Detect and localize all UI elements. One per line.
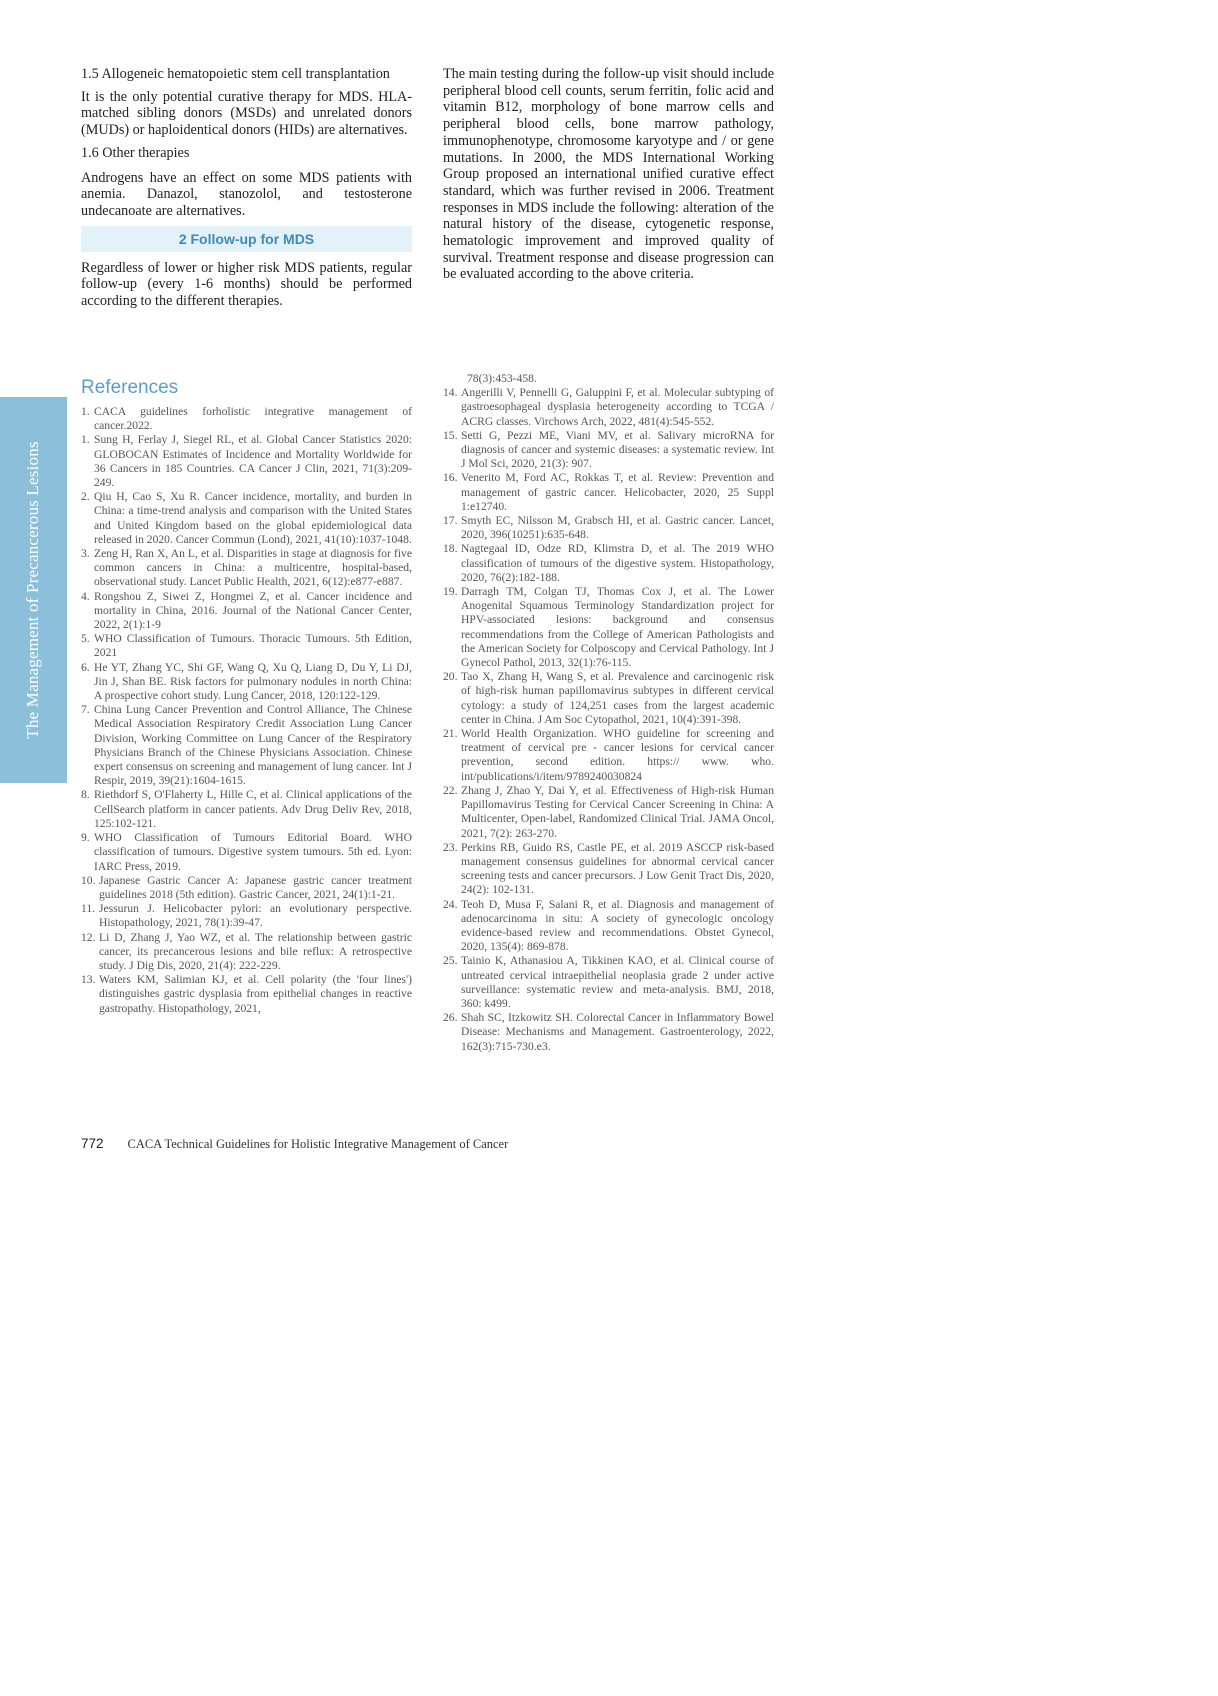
reference-text: Rongshou Z, Siwei Z, Hongmei Z, et al. Cancer incidence and mortality in China, 2016. Journal of the National Cancer Center, 2022, 2(1):1-9	[94, 589, 412, 632]
paragraph-other-therapies: Androgens have an effect on some MDS patients with anemia. Danazol, stanozolol, and testosterone undecanoate are alternatives.	[81, 169, 412, 219]
reference-number: 20.	[443, 670, 458, 684]
reference-number: 23.	[443, 840, 458, 854]
reference-item	[81, 490, 412, 547]
references-right-list	[443, 372, 774, 1054]
reference-number: 7.	[81, 703, 90, 717]
reference-item	[443, 841, 774, 898]
reference-text: Tainio K, Athanasiou A, Tikkinen KAO, et al. Clinical course of untreated cervical intraepithelial neoplasia grade 2 under active surveillance: systematic review and meta-analysis. BMJ, 2018, 360: k499.	[461, 954, 774, 1010]
reference-text: Nagtegaal ID, Odze RD, Klimstra D, et al. The 2019 WHO classification of tumours of the digestive system. Histopathology, 2020, 76(2):182-188.	[461, 542, 774, 584]
reference-number: 25.	[443, 954, 458, 968]
reference-number: 6.	[81, 660, 90, 674]
reference-text: Zeng H, Ran X, An L, et al. Disparities in stage at diagnosis for five common cancers in China: a multicentre, hospital-based, observational study. Lancet Public Health, 2021, 6(12):e877-e887.	[94, 547, 412, 589]
reference-text: Sung H, Ferlay J, Siegel RL, et al. Global Cancer Statistics 2020: GLOBOCAN Estimates of Incidence and Mortality Worldwide for 36 Cancers in 185 Countries. CA Cancer J Clin, 2021, 71(3):209-249.	[94, 433, 412, 490]
section-heading-follow-up: 2 Follow-up for MDS	[81, 226, 412, 252]
reference-text: He YT, Zhang YC, Shi GF, Wang Q, Xu Q, Liang D, Du Y, Li DJ, Jin J, Shan BE. Risk factors for pulmonary nodules in north China: A prospective cohort study. Lung Cancer, 2018, 120:122-129.	[94, 660, 412, 703]
page-footer	[81, 1136, 508, 1152]
reference-item	[81, 831, 412, 874]
reference-number: 24.	[443, 897, 458, 911]
reference-number: 1.	[81, 405, 90, 418]
section-heading-allogeneic: 1.5 Allogeneic hematopoietic stem cell transplantation	[81, 66, 390, 82]
reference-item	[443, 542, 774, 585]
reference-text: Tao X, Zhang H, Wang S, et al. Prevalence and carcinogenic risk of high-risk human papillomavirus subtypes in different cervical cytology: a study of 124,251 cases from the largest academic center in China. J Am Soc Cytopathol, 2021, 10(4):391-398.	[461, 670, 774, 726]
paragraph-follow-up: Regardless of lower or higher risk MDS patients, regular follow-up (every 1-6 months) should be performed according to the different therapies.	[81, 259, 412, 310]
reference-item	[81, 788, 412, 831]
reference-text: Setti G, Pezzi ME, Viani MV, et al. Salivary microRNA for diagnosis of cancer and systemic diseases: a systematic review. Int J Mol Sci, 2020, 21(3): 907.	[461, 428, 774, 471]
reference-number: 13.	[81, 973, 96, 987]
reference-text: Qiu H, Cao S, Xu R. Cancer incidence, mortality, and burden in China: a time-trend analysis and comparison with the United States and United Kingdom based on the global epidemiological data released in 2020. Cancer Commun (Lond), 2021, 41(10):1037-1048.	[94, 490, 412, 546]
page-number: 772	[81, 1136, 104, 1151]
reference-number: 16.	[443, 471, 458, 485]
paragraph-allogeneic: It is the only potential curative therapy for MDS. HLA-matched sibling donors (MSDs) and unrelated donors (MUDs) or haploidentical donors (HIDs) are alternatives.	[81, 88, 412, 139]
reference-text: Li D, Zhang J, Yao WZ, et al. The relationship between gastric cancer, its precancerous lesions and bile reflux: A retrospective study. J Dig Dis, 2020, 21(4): 222-229.	[99, 930, 412, 972]
reference-number: 17.	[443, 514, 458, 528]
reference-item	[81, 902, 412, 930]
reference-item	[443, 727, 774, 784]
reference-item	[443, 954, 774, 1011]
reference-item	[81, 405, 412, 433]
reference-text: CACA guidelines forholistic integrative management of cancer.2022.	[94, 405, 412, 433]
reference-text: Venerito M, Ford AC, Rokkas T, et al. Review: Prevention and management of gastric cancer. Helicobacter, 2020, 25 Suppl 1:e12740.	[461, 471, 774, 513]
reference-text: Perkins RB, Guido RS, Castle PE, et al. 2019 ASCCP risk-based management consensus guidelines for abnormal cervical cancer screening tests and cancer precursors. J Low Genit Tract Dis, 2020, 24(2): 102-131.	[461, 840, 774, 897]
reference-item	[81, 632, 412, 660]
reference-text: Japanese Gastric Cancer A: Japanese gastric cancer treatment guidelines 2018 (5th edition). Gastric Cancer, 2021, 24(1):1-21.	[99, 873, 412, 901]
reference-number: 2.	[81, 490, 90, 504]
reference-text: Zhang J, Zhao Y, Dai Y, et al. Effectiveness of High-risk Human Papillomavirus Testing for Cervical Cancer Screening in China: A Multicenter, Open-label, Randomized Clinical Trial. JAMA Oncol, 2021, 7(2): 263-270.	[461, 783, 774, 840]
reference-text: Shah SC, Itzkowitz SH. Colorectal Cancer in Inflammatory Bowel Disease: Mechanisms and Management. Gastroenterology, 2022, 162(3):715-730.e3.	[461, 1011, 774, 1053]
reference-continuation: 78(3):453-458.	[467, 372, 537, 385]
reference-number: 15.	[443, 428, 458, 442]
reference-item	[81, 433, 412, 490]
reference-item	[81, 874, 412, 902]
reference-text: World Health Organization. WHO guideline for screening and treatment of cervical pre - cancer lesions for cervical cancer prevention, second edition. https:// www. who. int/publications/i/item/9789240030824	[461, 727, 774, 783]
left-body-column	[81, 66, 412, 310]
reference-text: Angerilli V, Pennelli G, Galuppini F, et al. Molecular subtyping of gastroesophageal dysplasia heterogeneity according to TCGA / ACRG classes. Virchows Arch, 2022, 481(4):545-552.	[461, 386, 774, 428]
sidebar-label: The Management of Precancerous Lesions	[23, 441, 42, 739]
reference-number: 14.	[443, 386, 458, 400]
reference-number: 19.	[443, 585, 458, 599]
section-heading-other-therapies: 1.6 Other therapies	[81, 144, 190, 161]
reference-number: 5.	[81, 632, 90, 646]
reference-item	[443, 585, 774, 670]
reference-item	[443, 514, 774, 542]
reference-number: 10.	[81, 873, 96, 887]
reference-item	[443, 670, 774, 727]
reference-number: 3.	[81, 547, 90, 561]
reference-text: Jessurun J. Helicobacter pylori: an evolutionary perspective. Histopathology, 2021, 78(1):39-47.	[99, 902, 412, 930]
reference-item	[443, 1011, 774, 1054]
reference-number: 26.	[443, 1011, 458, 1025]
reference-item	[81, 703, 412, 788]
reference-number: 22.	[443, 783, 458, 797]
references-left-list	[81, 405, 412, 1016]
reference-number: 21.	[443, 727, 458, 741]
reference-item	[81, 931, 412, 974]
reference-item	[443, 784, 774, 841]
paragraph-follow-up-testing: The main testing during the follow-up visit should include peripheral blood cell counts, serum ferritin, folic acid and vitamin B12, morphology of bone marrow cells and peripheral blood cells, bone marrow pathology, immunophenotype, chromosome karyotype and / or gene mutations. In 2000, the MDS International Working Group proposed an international unified curative effect standard, which was further revised in 2006. Treatment responses in MDS include the following: alteration of the natural history of the disease, cytogenetic response, hematologic improvement and improved quality of survival. Treatment response and disease progression can be evaluated according to the above criteria.	[443, 66, 774, 283]
reference-text: Darragh TM, Colgan TJ, Thomas Cox J, et al. The Lower Anogenital Squamous Terminology Standardization project for HPV-associated lesions: background and consensus recommendations from the College of American Pathologists and the American Society for Colposcopy and Cervical Pathology. Int J Gynecol Pathol, 2013, 32(1):76-115.	[461, 585, 774, 670]
reference-item	[443, 898, 774, 955]
reference-text: Waters KM, Salimian KJ, et al. Cell polarity (the 'four lines') distinguishes gastric dysplasia from epithelial changes in reactive gastropathy. Histopathology, 2021,	[99, 973, 412, 1015]
references-title: References	[81, 377, 179, 398]
running-title: CACA Technical Guidelines for Holistic Integrative Management of Cancer	[127, 1137, 509, 1151]
reference-item	[443, 471, 774, 514]
reference-number: 18.	[443, 542, 458, 556]
right-body-column	[443, 66, 774, 283]
reference-number: 11.	[81, 902, 96, 916]
reference-text: WHO Classification of Tumours Editorial Board. WHO classification of tumours. Digestive system tumours. 5th ed. Lyon: IARC Press, 2019.	[94, 831, 412, 873]
reference-item	[443, 386, 774, 429]
reference-number: 4.	[81, 589, 90, 603]
reference-text: Teoh D, Musa F, Salani R, et al. Diagnosis and management of adenocarcinoma in situ: A society of gynecologic oncology evidence-based review and recommendations. Obstet Gynecol, 2020, 135(4): 869-878.	[461, 897, 774, 954]
reference-text: WHO Classification of Tumours. Thoracic Tumours. 5th Edition, 2021	[94, 632, 412, 660]
reference-text: Smyth EC, Nilsson M, Grabsch HI, et al. Gastric cancer. Lancet, 2020, 396(10251):635-648.	[461, 514, 774, 542]
reference-number: 12.	[81, 930, 96, 944]
reference-item	[81, 661, 412, 704]
reference-text: Riethdorf S, O'Flaherty L, Hille C, et al. Clinical applications of the CellSearch platform in cancer patients. Adv Drug Deliv Rev, 2018, 125:102-121.	[94, 788, 412, 830]
reference-number: 8.	[81, 788, 90, 802]
reference-number: 9.	[81, 831, 90, 845]
reference-number: 1.	[81, 433, 90, 447]
reference-item	[81, 973, 412, 1016]
reference-item	[81, 590, 412, 633]
reference-text: China Lung Cancer Prevention and Control Alliance, The Chinese Medical Association Respiratory Credit Association Lung Cancer Division, Working Committee on Lung Cancer of the Respiratory Physicians Branch of the Chinese Physicians Association. Chinese expert consensus on screening and management of lung cancer. Int J Respir, 2019, 39(21):1604-1615.	[94, 703, 412, 788]
reference-item	[81, 547, 412, 590]
reference-item	[443, 429, 774, 472]
